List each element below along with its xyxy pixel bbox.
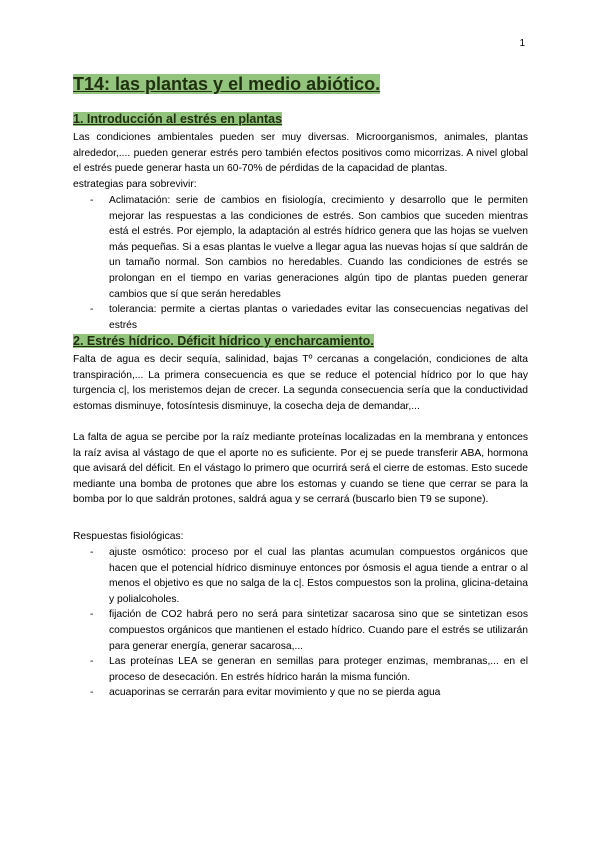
section-1-intro: Las condiciones ambientales pueden ser muy diversas. Microorganismos, animales, plantas alrededor,.... pueden generar estrés pero también efectos positivos como micorrizas. A nivel global el estrés puede generar hasta un 60-70% de pérdidas de la capacidad de plantas. bbox=[73, 132, 528, 175]
section-1-list bbox=[88, 193, 528, 333]
section-1-heading-text: 1. Introducción al estrés en plantas bbox=[73, 112, 283, 126]
list-item-aclimatacion: - Aclimatación: serie de cambios en fisiología, crecimiento y desarrollo que le permiten mejorar las respuestas a las condiciones de estrés. Son cambios que suceden mientras está el estrés. Por ejemplo, la adaptación al estrés hídrico genera que las hojas se vuelven más pequeñas. Si a esas plantas le vuelve a llegar agua las nuevas hojas sí que saldrán de un tamaño normal. Son cambios no heredables. Cuando las condiciones de estrés se prolongan en el tiempo en varias generaciones algún tipo de plantas pueden generar cambios que sí que serán heredables bbox=[88, 193, 528, 302]
section-1-lead: estrategias para sobrevivir: bbox=[73, 179, 197, 190]
list-item-fijacion-co2: - fijación de CO2 habrá pero no será para sintetizar sacarosa sino que se sintetizan esos compuestos orgánicos que mantienen el estado hídrico. Cuando pare el estrés se utilizarán para generar energía, generar sacarosa,... bbox=[88, 607, 528, 654]
list-item-ajuste-osmotico: - ajuste osmótico: proceso por el cual las plantas acumulan compuestos orgánicos que hacen que el potencial hídrico disminuye entonces por ósmosis el agua tiende a entrar o al menos el objetivo es que no salga de la c|. Estos compuestos son la prolina, glicina-detaina y polialcoholes. bbox=[88, 545, 528, 607]
section-2-lead: Respuestas fisiológicas: bbox=[73, 531, 184, 542]
list-item-proteinas-lea: - Las proteínas LEA se generan en semillas para proteger enzimas, membranas,... en el proceso de desecación. En estrés hídrico harán la misma función. bbox=[88, 654, 528, 685]
page-title bbox=[73, 74, 380, 95]
section-2-heading-text: 2. Estrés hídrico. Déficit hídrico y encharcamiento. bbox=[73, 334, 374, 348]
section-2-paragraph-1: Falta de agua es decir sequía, salinidad, bajas Tº cercanas a congelación, condiciones de alta transpiración,... La primera consecuencia es que se reduce el potencial hídrico por lo que hay turgencia c|, los meristemos dejan de crecer. La segunda consecuencia sería que la conductividad estomas disminuye, fotosíntesis disminuye, la cosecha deja de demandar,... bbox=[73, 354, 528, 412]
section-2-heading bbox=[73, 334, 374, 348]
list-item-acuaporinas: - acuaporinas se cerrarán para evitar movimiento y que no se pierda agua bbox=[88, 685, 528, 701]
section-2-paragraph-2: La falta de agua se percibe por la raíz mediante proteínas localizadas en la membrana y entonces la raíz avisa al vástago de que el aporte no es suficiente. Por ej se puede transferir ABA, hormona que avisará del déficit. En el vástago lo primero que ocurrirá será el cierre de estomas. Esto sucede mediante una bomba de protones que abre los estomas y cuando se tiene que cerrar se para la bomba por lo que saldrán protones, saldrá agua y se cerrará (buscarlo bien T9 se supone). bbox=[73, 432, 529, 506]
section-2-list bbox=[88, 545, 528, 701]
list-item-tolerancia: - tolerancia: permite a ciertas plantas o variedades evitar las consecuencias negativas del estrés bbox=[88, 302, 528, 333]
page-number: 1 bbox=[519, 38, 525, 49]
section-1-heading bbox=[73, 112, 282, 126]
page-title-text: T14: las plantas y el medio abiótico. bbox=[73, 74, 381, 94]
